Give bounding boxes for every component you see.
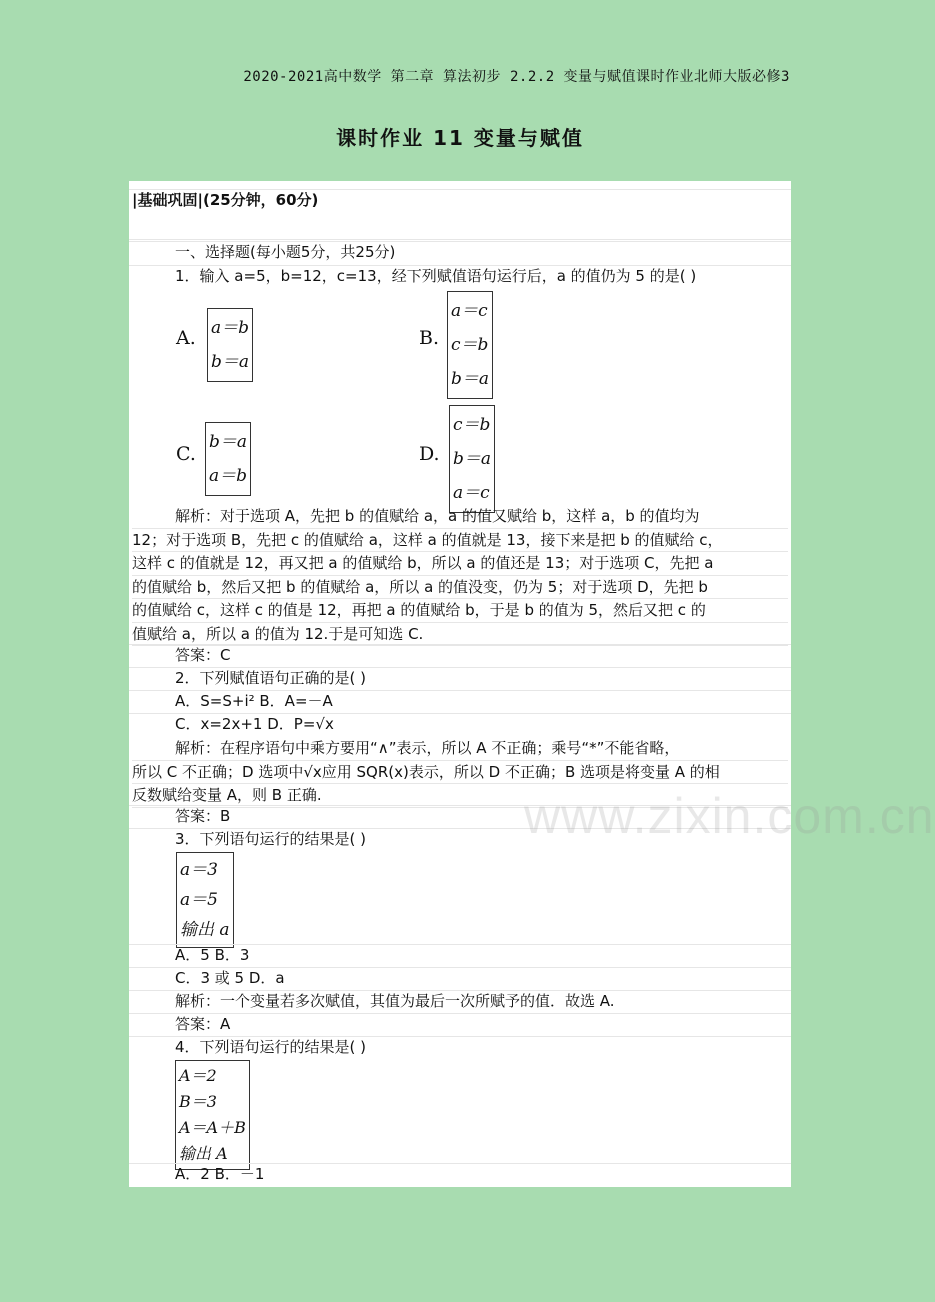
part-heading: 一、选择题(每小题5分，共25分): [129, 241, 791, 242]
q2-options-cd: C．x=2x+1 D．P=√x: [129, 713, 791, 714]
q1-option-b-code: a＝c c＝b b＝a: [447, 291, 493, 399]
q3-code-box: a＝3 a＝5 输出 a: [176, 852, 234, 948]
q3-analysis: 解析：一个变量若多次赋值，其值为最后一次所赋予的值．故选 A.: [129, 990, 791, 991]
q2-answer: 答案：B: [129, 805, 791, 806]
q2-analysis: 解析：在程序语句中乘方要用“∧”表示，所以 A 不正确；乘号“*”不能省略， 所以 C 不正确；D 选项中√x应用 SQR(x)表示，所以 D 不正确；B 选项是将变量 A 的相 反数赋给变量 A，则 B 正确.: [132, 737, 788, 808]
q1-option-b-label: B.: [419, 327, 440, 349]
q1-option-a-label: A.: [176, 327, 196, 349]
question-2-stem: 2．下列赋值语句正确的是( ): [129, 667, 791, 668]
q1-option-d-code: c＝b b＝a a＝c: [449, 405, 495, 513]
question-3-stem: 3．下列语句运行的结果是( ): [129, 828, 791, 829]
question-1-stem: 1．输入 a=5，b=12，c=13，经下列赋值语句运行后，a 的值仍为 5 的是( ): [129, 265, 791, 266]
document-header: 2020-2021高中数学 第二章 算法初步 2.2.2 变量与赋值课时作业北师大版必修3: [243, 69, 790, 85]
worksheet-page: [129, 181, 935, 1187]
q2-options-ab: A．S=S+i² B．A=－A: [129, 690, 791, 691]
q3-options-ab: A．5 B．3: [129, 944, 791, 945]
q1-option-a-code: a＝b b＝a: [207, 308, 253, 382]
page-title: 课时作业 11 变量与赋值: [336, 126, 584, 150]
q4-options-ab: A．2 B．－1: [129, 1163, 791, 1164]
q1-option-c-code: b＝a a＝b: [205, 422, 251, 496]
q1-option-c-label: C.: [176, 443, 196, 465]
q1-answer: 答案：C: [129, 644, 791, 645]
q3-options-cd: C．3 或 5 D．a: [129, 967, 791, 968]
q4-code-box: A＝2 B＝3 A＝A＋B 输出 A: [175, 1060, 250, 1170]
q1-analysis: 解析：对于选项 A，先把 b 的值赋给 a，a 的值又赋给 b，这样 a，b 的值均为 12；对于选项 B，先把 c 的值赋给 a，这样 a 的值就是 13，接下来是把 b 的值赋给 c， 这样 c 的值就是 12，再又把 a 的值赋给 b，所以 a 的值还是 13；对于选项 C，先把 a 的值赋给 b，然后又把 b 的值赋给 a，所以 a 的值没变，仍为 5；对于选项 D，先把 b 的值赋给 c，这样 c 的值是 12，再把 a 的值赋给 b，于是 b 的值为 5，然后又把 c 的 值赋给 a，所以 a 的值为 12.于是可知选 C.: [132, 505, 788, 646]
section-heading: |基础巩固|(25分钟，60分): [129, 189, 791, 190]
blank-line: [129, 217, 791, 240]
q1-option-d-label: D.: [419, 443, 440, 465]
question-4-stem: 4．下列语句运行的结果是( ): [129, 1036, 791, 1037]
q3-answer: 答案：A: [129, 1013, 791, 1014]
watermark: www.zixin.com.cn: [524, 788, 935, 844]
